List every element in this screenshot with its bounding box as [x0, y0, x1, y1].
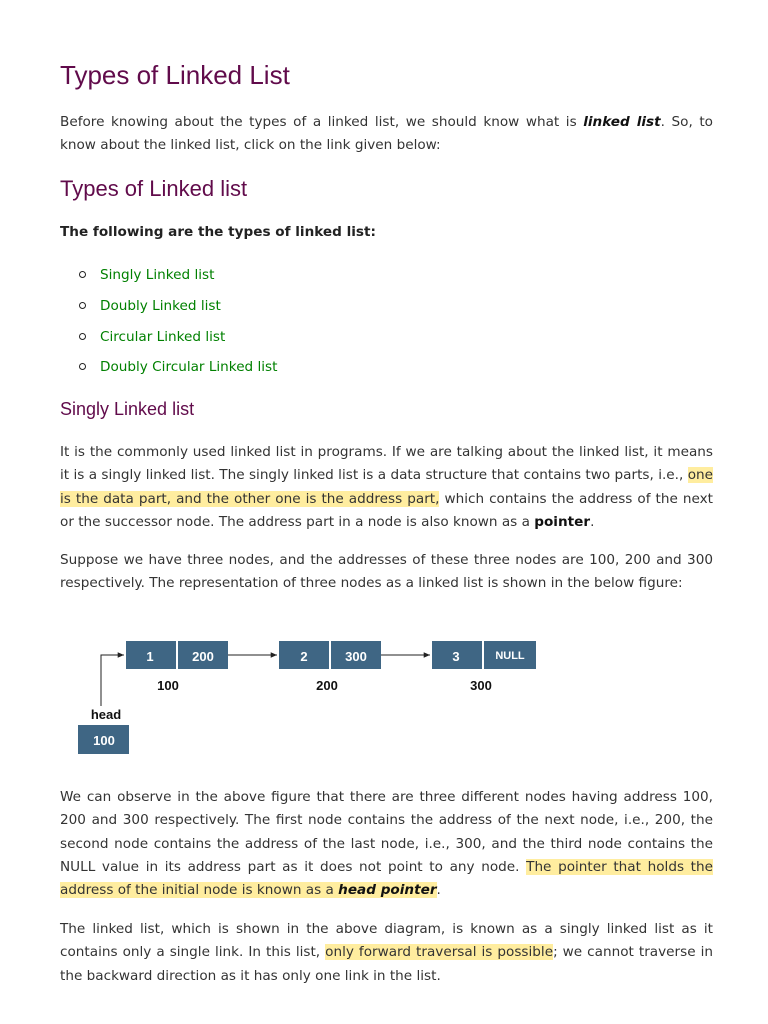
head-pointer [78, 655, 129, 754]
p4-text-end: ; we cannot traverse in the backward direction as it has only one link in the list. [60, 944, 713, 984]
p3-highlight-bold: head pointer [338, 882, 437, 899]
types-lead: The following are the types of linked list: [60, 224, 376, 240]
link-circular-linked-list[interactable]: Circular Linked list [100, 328, 226, 345]
node-3-next: NULL [495, 650, 525, 662]
node-2-next: 300 [345, 649, 367, 664]
singly-paragraph-2: Suppose we have three nodes, and the addresses of these three nodes are 100, 200 and 300 respectively. The representation of three nodes as a linked list is shown in the below figure: [60, 552, 713, 592]
section-title: Types of Linked list [60, 176, 248, 201]
p1-text-end: . [590, 513, 595, 530]
p1-highlight: one is the data part, and the other one is the address part, [60, 467, 713, 507]
p4-highlight: only forward traversal is possible [325, 944, 554, 961]
node-1-next: 200 [192, 649, 214, 664]
node-3-address: 300 [470, 678, 492, 693]
page-title: Types of Linked List [60, 60, 290, 90]
node-2 [279, 641, 381, 693]
node-1-data: 1 [146, 649, 154, 664]
node-2-data: 2 [300, 649, 308, 664]
head-label: head [90, 707, 122, 722]
head-arrow [101, 655, 124, 706]
p3-text: We can observe in the above figure that there are three different nodes having address 100, 200 and 300 respectively. The first node contains the address of the next node, i.e., 200, the second node contains the address of the last node, i.e., 300, and the third node contains the NULL value in its address part as it does not point to any node. [60, 789, 713, 875]
node-1 [126, 641, 228, 693]
intro-text-end: . So, to know about the linked list, click on the link given below: [60, 114, 713, 154]
singly-heading: Singly Linked list [60, 399, 195, 419]
p1-bold: pointer [534, 513, 591, 530]
node-3 [432, 641, 536, 693]
node-2-address: 200 [316, 678, 338, 693]
p1-text-2: which contains the address of the next or the successor node. The address part in a node is also known as a [60, 490, 713, 530]
link-doubly-linked-list[interactable]: Doubly Linked list [100, 297, 221, 314]
p1-text: It is the commonly used linked list in programs. If we are talking about the linked list, it means it is a singly linked list. The singly linked list is a data structure that contains two parts, i.e., [60, 444, 713, 484]
p3-highlight-text: The pointer that holds the address of the initial node is known as a [60, 858, 713, 899]
node-3-data: 3 [452, 649, 460, 664]
intro-term: linked list [583, 114, 661, 130]
link-doubly-circular-linked-list[interactable]: Doubly Circular Linked list [100, 359, 278, 376]
link-singly-linked-list[interactable]: Singly Linked list [100, 267, 215, 283]
intro-text: Before knowing about the types of a linked list, we should know what is [60, 114, 584, 130]
p3-text-end: . [436, 882, 441, 899]
node-1-address: 100 [157, 678, 179, 693]
head-value: 100 [93, 733, 115, 748]
p4-text: The linked list, which is shown in the above diagram, is known as a singly linked list as it contains only a single link. In this list, [60, 921, 713, 961]
